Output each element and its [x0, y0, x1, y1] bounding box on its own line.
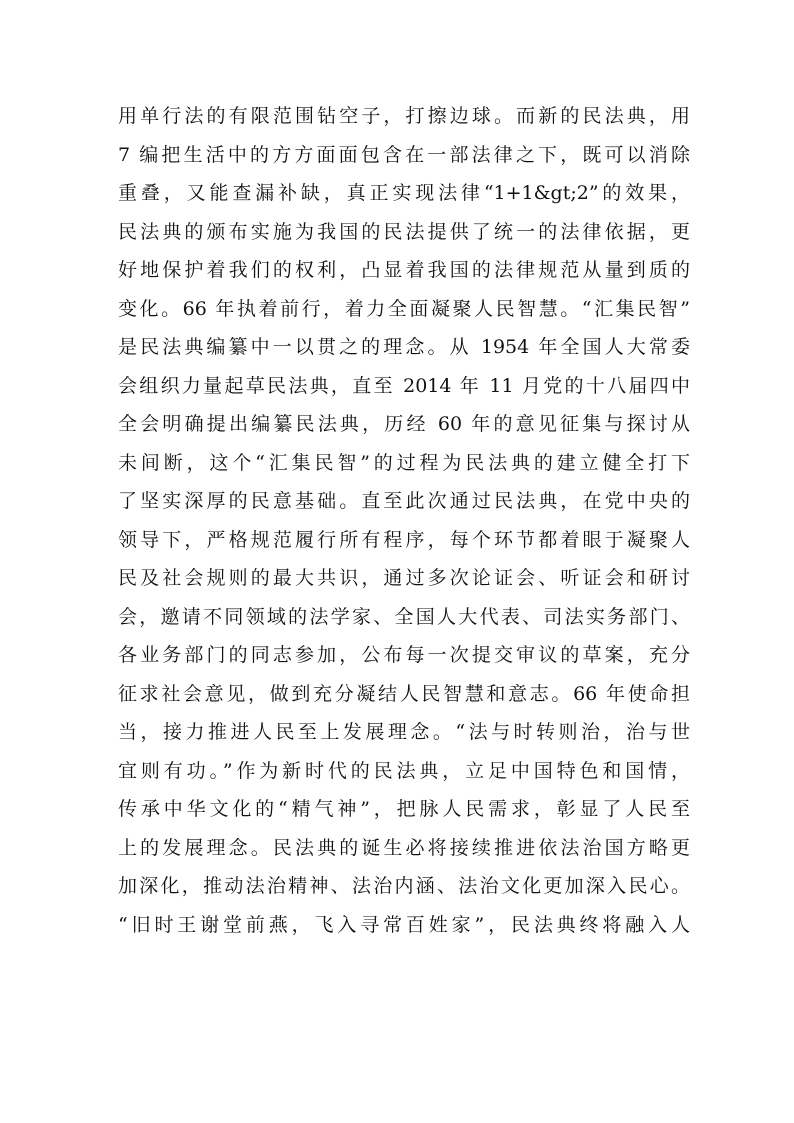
text-line: 7 编把生活中的方方面面包含在一部法律之下，既可以消除 [118, 143, 690, 166]
text-line: 上的发展理念。民法典的诞生必将接续推进依法治国方略更 [118, 836, 690, 859]
text-line: 全会明确提出编纂民法典，历经 60 年的意见征集与探讨从 [118, 413, 690, 435]
text-line: 会，邀请不同领域的法学家、全国人大代表、司法实务部门、 [118, 605, 690, 628]
text-line: “旧时王谢堂前燕，飞入寻常百姓家”，民法典终将融入人 [118, 913, 690, 936]
text-line: 变化。66 年执着前行，着力全面凝聚人民智慧。“汇集民智” [118, 297, 690, 320]
text-line: 传承中华文化的“精气神”，把脉人民需求，彰显了人民至 [118, 798, 690, 820]
text-line: 征求社会意见，做到充分凝结人民智慧和意志。66 年使命担 [118, 682, 690, 705]
text-line: 好地保护着我们的权利，凸显着我国的法律规范从量到质的 [118, 259, 690, 281]
text-line: 当，接力推进人民至上发展理念。“法与时转则治，治与世 [118, 721, 690, 743]
text-line: 各业务部门的同志参加，公布每一次提交审议的草案，充分 [118, 644, 690, 666]
text-line: 用单行法的有限范围钻空子，打擦边球。而新的民法典，用 [118, 105, 690, 127]
text-line: 民法典的颁布实施为我国的民法提供了统一的法律依据，更 [118, 220, 690, 243]
text-line: 民及社会规则的最大共识，通过多次论证会、听证会和研讨 [118, 567, 690, 589]
text-line: 领导下，严格规范履行所有程序，每个环节都着眼于凝聚人 [118, 528, 690, 551]
text-line: 重叠，又能查漏补缺，真正实现法律“1+1&gt;2”的效果， [118, 182, 690, 204]
body-text [118, 97, 690, 944]
text-line: 未间断，这个“汇集民智”的过程为民法典的建立健全打下 [118, 451, 690, 474]
text-line: 宜则有功。”作为新时代的民法典，立足中国特色和国情， [118, 759, 690, 782]
text-line: 了坚实深厚的民意基础。直至此次通过民法典，在党中央的 [118, 490, 690, 512]
text-line: 是民法典编纂中一以贯之的理念。从 1954 年全国人大常委 [118, 336, 690, 358]
text-line: 加深化，推动法治精神、法治内涵、法治文化更加深入民心。 [118, 875, 690, 897]
text-line: 会组织力量起草民法典，直至 2014 年 11 月党的十八届四中 [118, 374, 690, 397]
